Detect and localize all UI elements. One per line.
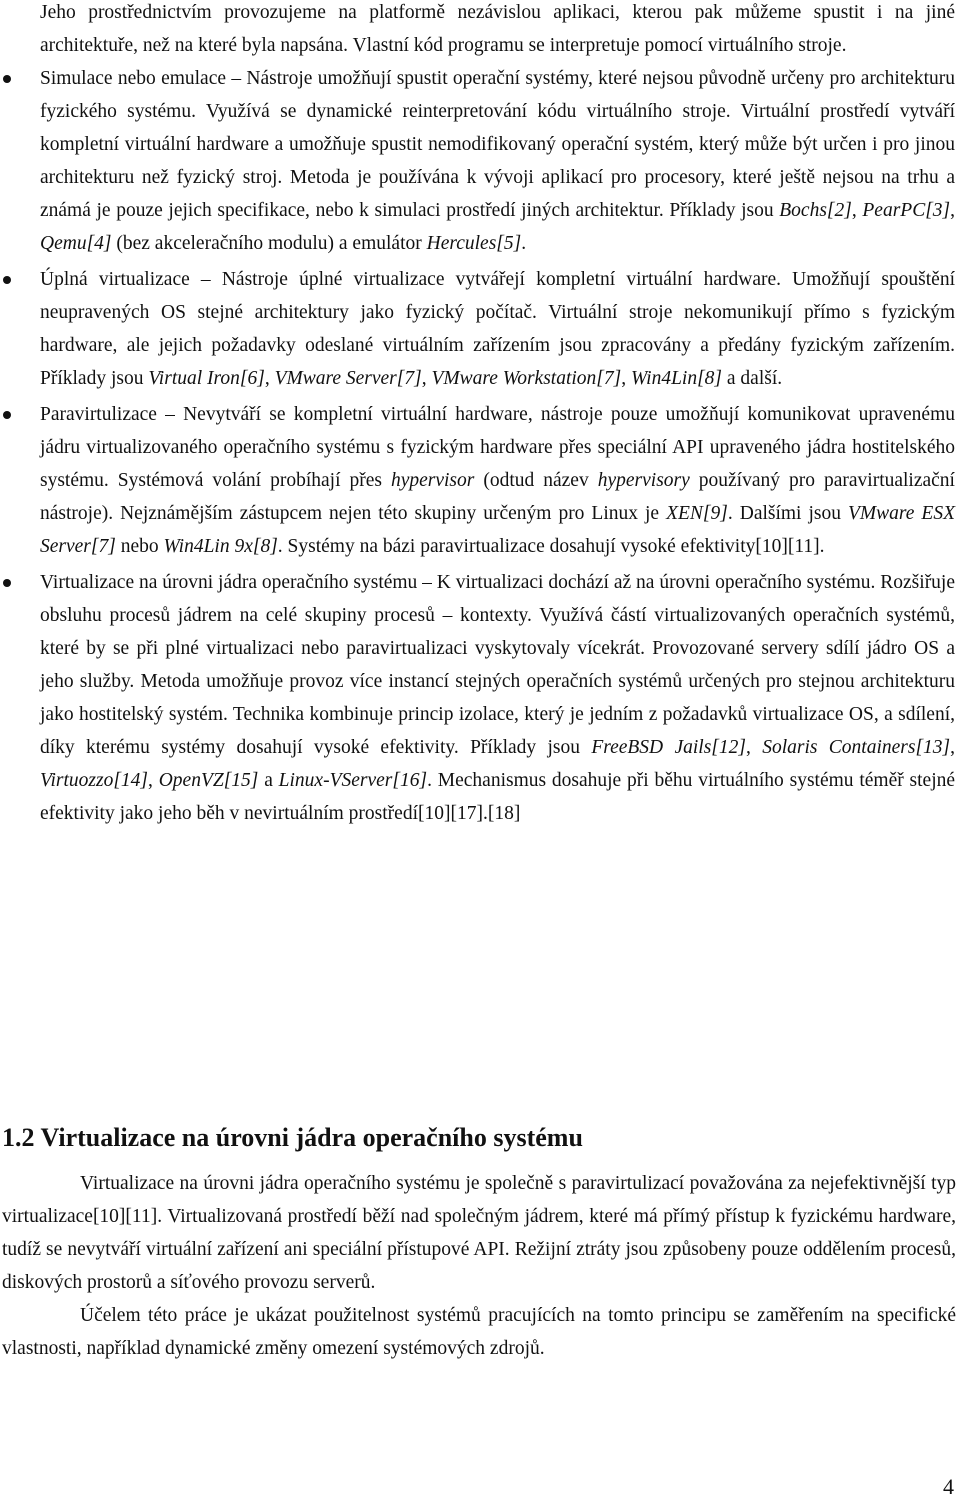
text-run-italic: OpenVZ[15] (158, 770, 259, 791)
bullet-text (40, 398, 955, 563)
bullet-dot-icon (3, 411, 11, 419)
bullet-dot-icon (3, 75, 11, 83)
continuation-paragraph: Jeho prostřednictvím provozujeme na platformě nezávislou aplikaci, kterou pak můžeme spustit i na jiné architektuře, než na které byla napsána. Vlastní kód programu se interpretuje pomocí virtuálního stroje. (40, 2, 955, 56)
text-run: a další. (722, 368, 783, 389)
section-body (2, 1167, 956, 1365)
page-number: 4 (943, 1474, 954, 1499)
text-run-italic: Virtuozzo[14] (40, 770, 148, 791)
bullet-dot-icon (3, 276, 11, 284)
bullet-item-full-virtualization (40, 263, 955, 395)
text-run: používaný pro paravirtualizační nástroje). Nejznámějším zástupcem nejen této skupiny určeným pro Linux je (40, 470, 955, 524)
text-run: . Mechanismus dosahuje při běhu virtuálního systému téměř stejné efektivity jako jeho běh v nevirtuálním prostředí[10][17].[18] (40, 770, 956, 824)
text-run: a (258, 770, 279, 791)
text-run: Úplná virtualizace – Nástroje úplné virtualizace vytvářejí kompletní virtuální hardware. Umožňují spouštění neupravených OS stejné architektury jako fyzický počítač. Virtuální stroje nekomunikují přímo s fyzickým hardware, ale jejich požadavky odeslané virtuálním zařízením jsou zpracovány a předány fyzickým zařízením. Příklady jsou (40, 269, 955, 389)
text-run-italic: XEN[9] (666, 503, 728, 524)
text-run-italic: hypervisory (597, 470, 690, 491)
text-run: , (950, 737, 956, 758)
text-run: Virtualizace na úrovni jádra operačního systému – K virtualizaci dochází až na úrovni operačního systému. Rozšiřuje obsluhu procesů jádrem na celé skupiny procesů – kontexty. Využívá částí virtualizovaných operačních systémů, které by se při plné virtualizaci nebo paravirtualizaci vyskytovaly vícekrát. Provozované servery sdílí jádro OS a jeho služby. Metoda umožňuje provoz více instancí stejných operačních systémů určených pro stejnou architekturu jako hostitelský systém. Technika kombinuje princip izolace, který je jedním z požadavků virtualizace OS, a sdílení, díky kterému systémy dosahují vysoké efektivity. Příklady jsou (40, 572, 956, 758)
text-run: Simulace nebo emulace – Nástroje umožňují spustit operační systémy, které nejsou původně určeny pro architekturu fyzického systému. Využívá se dynamické reinterpretování kódu virtuálního stroje. Virtuální prostředí vytváří kompletní virtuální hardware a umožňuje spustit nemodifikovaný operační systém, který může být určen i pro jinou architekturu než fyzický stroj. Metoda je používána k vývoji aplikací pro procesory, které ještě nejsou na trhu a známá je pouze jejich specifikace, nebo k simulaci prostředí jiných architektur. Příklady jsou (40, 68, 955, 221)
text-run-italic: hypervisor (390, 470, 475, 491)
text-run: nebo (115, 536, 164, 557)
text-run-italic: Linux-VServer[16] (278, 770, 428, 791)
bullet-list (40, 62, 955, 833)
text-run: , (264, 368, 275, 389)
text-run: Paravirtulizace – Nevytváří se kompletní virtuální hardware, nástroje pouze umožňují komunikovat upravenému jádru virtualizovaného operačního systému s fyzickým hardware přes speciální API upraveného jádra hostitelského systému. Systémová volání probíhají přes (40, 404, 955, 491)
body-paragraph: Virtualizace na úrovni jádra operačního systému je společně s paravirtulizací považována za nejefektivnější typ virtualizace[10][11]. Virtualizovaná prostředí běží nad společným jádrem, které má přímý přístup k fyzickému hardware, tudíž se nevytváří virtuální zařízení ani speciální přístupové API. Režijní ztráty jsou způsobeny pouze oddělením procesů, diskových prostorů a síťového provozu serverů. (2, 1173, 956, 1293)
body-paragraph: Účelem této práce je ukázat použitelnost systémů pracujících na tomto principu se zaměřením na specifické vlastnosti, například dynamické změny omezení systémových zdrojů. (2, 1305, 956, 1359)
text-run: , (148, 770, 159, 791)
text-run-italic: Virtual Iron[6] (148, 368, 265, 389)
bullet-text (40, 62, 955, 260)
text-run-italic: Bochs[2] (779, 200, 852, 221)
text-run: (bez akceleračního modulu) a emulátor (111, 233, 427, 254)
text-run-italic: Solaris Containers[13] (762, 737, 951, 758)
section-heading: 1.2 Virtualizace na úrovni jádra operačního systému (2, 1123, 583, 1152)
text-run-italic: Qemu[4] (40, 233, 112, 254)
text-run: . Systémy na bázi paravirtualizace dosahují vysoké efektivity[10][11]. (277, 536, 825, 557)
bullet-item-emulation (40, 62, 955, 260)
text-run: (odtud název (474, 470, 598, 491)
bullet-text (40, 263, 955, 395)
text-run-italic: VMware Server[7] (274, 368, 422, 389)
text-run-italic: Win4Lin 9x[8] (163, 536, 278, 557)
bullet-item-os-level-virtualization (40, 566, 955, 830)
text-run-italic: VMware ESX Server[7] (40, 503, 955, 557)
bullet-text (40, 566, 955, 830)
text-run: , (621, 368, 631, 389)
text-run-italic: FreeBSD Jails[12] (591, 737, 746, 758)
text-run-italic: Hercules[5] (426, 233, 522, 254)
text-run: , (851, 200, 863, 221)
text-run: , (745, 737, 763, 758)
text-run-italic: VMware Workstation[7] (431, 368, 622, 389)
text-run: . (521, 233, 527, 254)
text-run-italic: PearPC[3] (862, 200, 951, 221)
text-run: , (950, 200, 955, 221)
bullet-item-paravirtualization (40, 398, 955, 563)
text-run: . Dalšími jsou (727, 503, 848, 524)
text-run: , (421, 368, 432, 389)
text-run-italic: Win4Lin[8] (630, 368, 723, 389)
bullet-dot-icon (3, 579, 11, 587)
